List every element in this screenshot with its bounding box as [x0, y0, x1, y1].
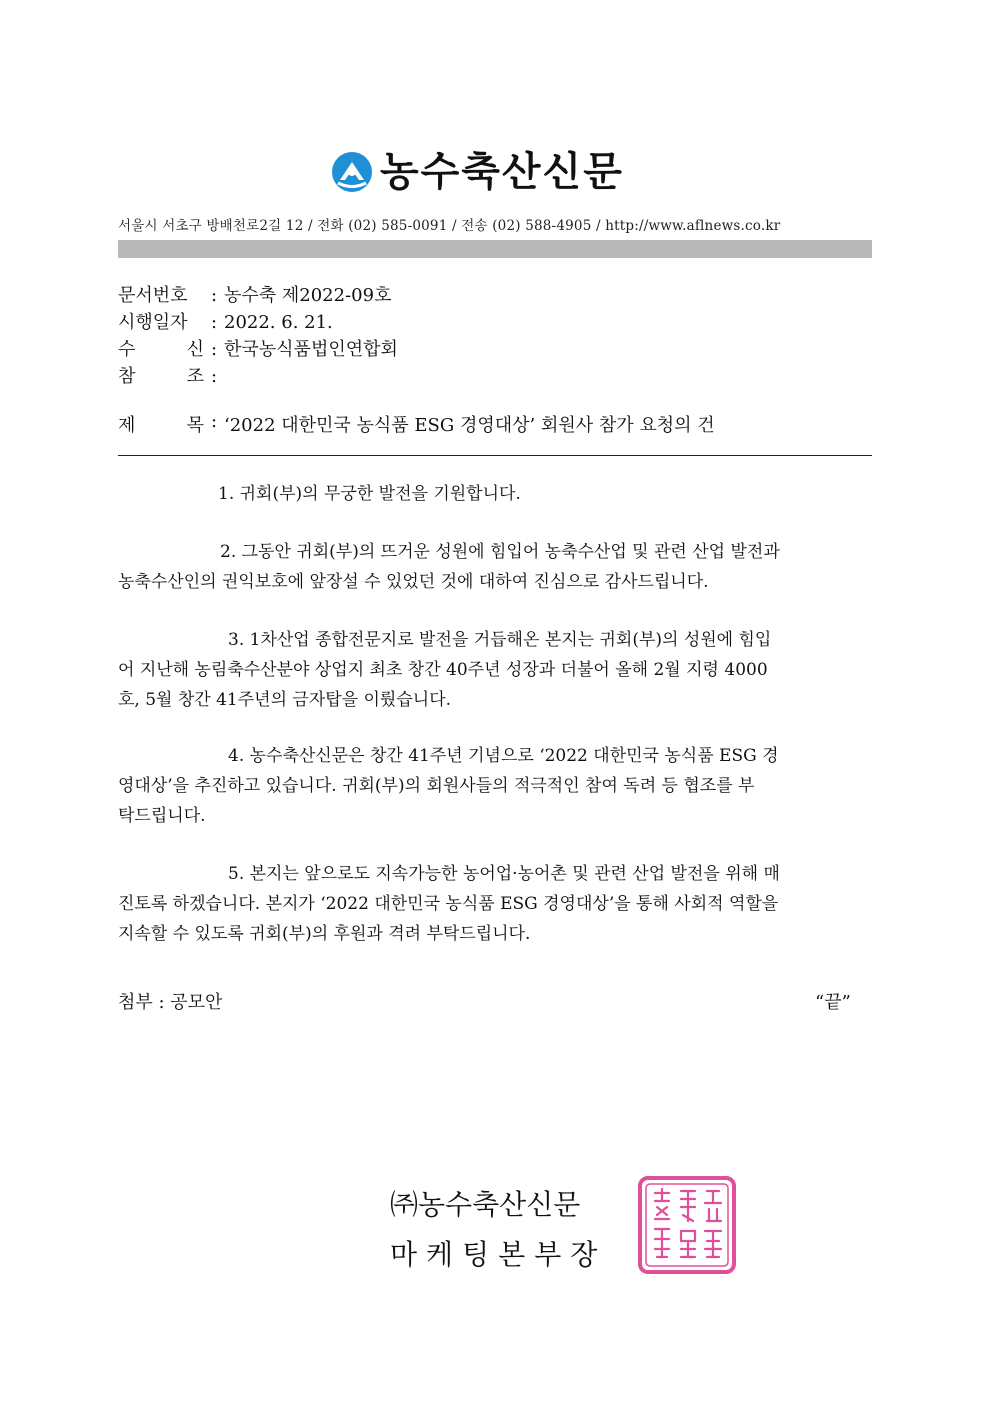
paragraph-2 [118, 537, 872, 597]
meta-label: 수 신 [118, 339, 204, 360]
subject-divider [118, 455, 872, 456]
end-mark: “끝” [815, 992, 851, 1013]
meta-label: 참 조 [118, 366, 204, 387]
paragraph-line: 4. 농수축산신문은 창간 41주년 기념으로 ‘2022 대한민국 농식품 ESG 경 [228, 746, 779, 766]
paragraph-line: 3. 1차산업 종합전문지로 발전을 거듭해온 본지는 귀회(부)의 성원에 힘입 [228, 630, 772, 650]
paragraph-5 [118, 859, 872, 949]
newspaper-name: 농수축산신문 [380, 149, 624, 195]
newspaper-logo-icon [330, 150, 374, 194]
paragraph-4 [118, 741, 872, 831]
paragraph-line: 호, 5월 창간 41주년의 금자탑을 이뤘습니다. [118, 690, 452, 710]
paragraph-line: 진토록 하겠습니다. 본지가 ‘2022 대한민국 농식품 ESG 경영대상’을 통해 사회적 역할을 [118, 894, 779, 914]
paragraph-line: 지속할 수 있도록 귀회(부)의 후원과 격려 부탁드립니다. [118, 924, 531, 944]
meta-row-date [118, 309, 398, 336]
paragraph-line: 어 지난해 농림축수산분야 상업지 최초 창간 40주년 성장과 더불어 올해 2월 지령 4000 [118, 660, 768, 680]
meta-colon: : [210, 312, 218, 333]
meta-label: 문서번호 [118, 285, 188, 306]
meta-row-recipient [118, 336, 398, 363]
meta-value: 농수축 제2022-09호 [224, 285, 392, 306]
paragraph-line: 5. 본지는 앞으로도 지속가능한 농어업·농어촌 및 관련 산업 발전을 위해 매 [228, 864, 780, 884]
meta-colon: : [210, 285, 218, 306]
meta-value: 한국농식품법인연합회 [224, 339, 398, 360]
meta-colon: : [210, 366, 218, 387]
meta-value: 2022. 6. 21. [224, 312, 333, 333]
subject-value: ‘2022 대한민국 농식품 ESG 경영대상’ 회원사 참가 요청의 건 [224, 415, 715, 436]
paragraph-line: 2. 그동안 귀회(부)의 뜨거운 성원에 힘입어 농축수산업 및 관련 산업 발전과 [220, 542, 780, 562]
signer-organization: ㈜농수축산신문 [390, 1188, 581, 1221]
document-meta [118, 282, 398, 390]
subject-label: 제 목 [118, 415, 204, 436]
subject-line [118, 411, 715, 437]
meta-row-doc-number [118, 282, 398, 309]
meta-colon: : [210, 339, 218, 360]
header-address: 서울시 서초구 방배천로2길 12 / 전화 (02) 585-0091 / 전송 (02) 588-4905 / http://www.aflnews.co.kr [118, 218, 781, 234]
paragraph-line: 농축수산인의 권익보호에 앞장설 수 있었던 것에 대하여 진심으로 감사드립니다. [118, 572, 709, 592]
paragraph-line: 탁드립니다. [118, 806, 206, 826]
signer-title: 마케팅본부장 [390, 1238, 607, 1271]
signature-block [390, 1180, 606, 1280]
masthead [330, 150, 624, 194]
attachment-note: 첨부 : 공모안 [118, 992, 223, 1013]
paragraph-line: 영대상’을 추진하고 있습니다. 귀회(부)의 회원사들의 적극적인 참여 독려 등 협조를 부 [118, 776, 755, 796]
paragraph-1 [118, 479, 872, 509]
header-divider-bar [118, 240, 872, 258]
paragraph-line: 1. 귀회(부)의 무궁한 발전을 기원합니다. [218, 484, 521, 504]
official-seal-stamp [637, 1175, 737, 1275]
meta-label: 시행일자 [118, 312, 188, 333]
subject-colon: : [210, 411, 218, 432]
meta-row-reference [118, 363, 398, 390]
paragraph-3 [118, 625, 872, 715]
